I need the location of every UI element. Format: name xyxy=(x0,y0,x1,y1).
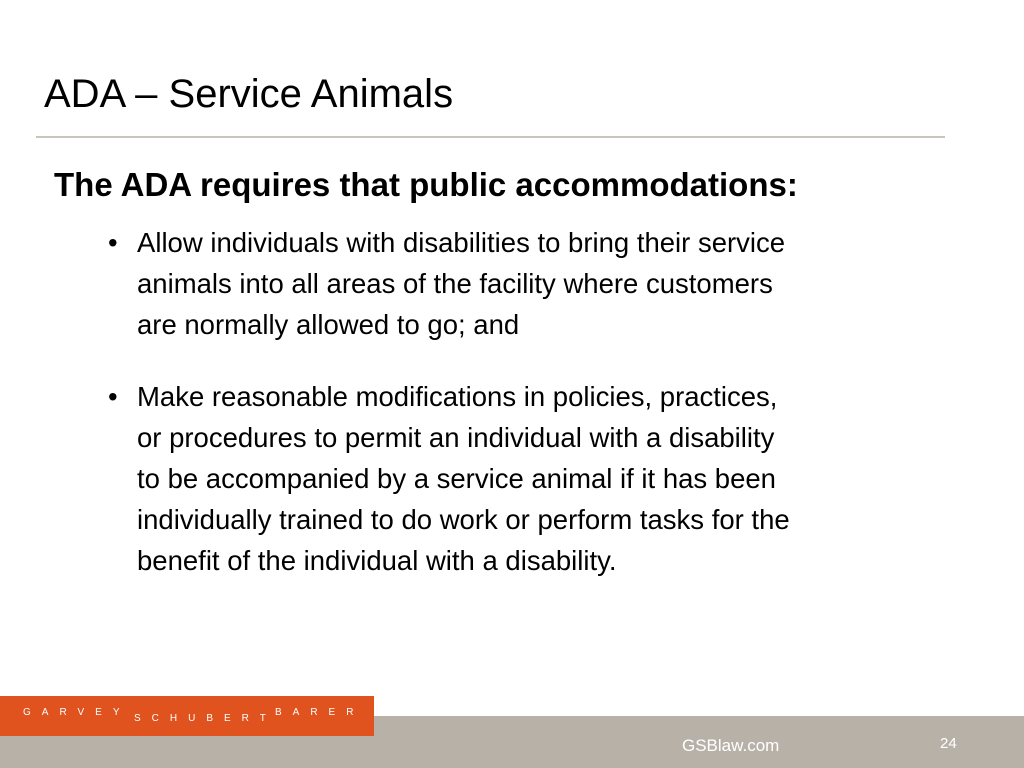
bullet-line: to be accompanied by a service animal if it has been xyxy=(137,463,776,494)
bullet-line: Make reasonable modifications in policies, practices, xyxy=(137,381,778,412)
page-number: 24 xyxy=(940,735,957,752)
title-divider xyxy=(36,136,945,138)
bullet-line: benefit of the individual with a disability. xyxy=(137,545,617,576)
bullet-line: are normally allowed to go; and xyxy=(137,309,520,340)
logo-word: BARER xyxy=(275,707,365,718)
slide-title: ADA – Service Animals xyxy=(44,72,454,116)
bullet-item xyxy=(108,376,958,581)
logo-word: SCHUBERT xyxy=(134,713,277,724)
bullet-marker: • xyxy=(108,381,118,412)
bullet-text xyxy=(108,376,958,581)
bullet-text xyxy=(108,222,958,345)
bullet-line: animals into all areas of the facility where customers xyxy=(137,268,773,299)
bullet-line: Allow individuals with disabilities to bring their service xyxy=(137,227,786,258)
logo-word: GARVEY xyxy=(23,707,131,718)
bullet-marker: • xyxy=(108,227,118,258)
bullet-item xyxy=(108,222,958,345)
bullet-line: individually trained to do work or perform tasks for the xyxy=(137,504,790,535)
slide-subheading: The ADA requires that public accommodations: xyxy=(54,166,798,203)
bullet-line: or procedures to permit an individual with a disability xyxy=(137,422,775,453)
firm-logo xyxy=(0,696,374,736)
footer-url: GSBlaw.com xyxy=(682,736,780,755)
